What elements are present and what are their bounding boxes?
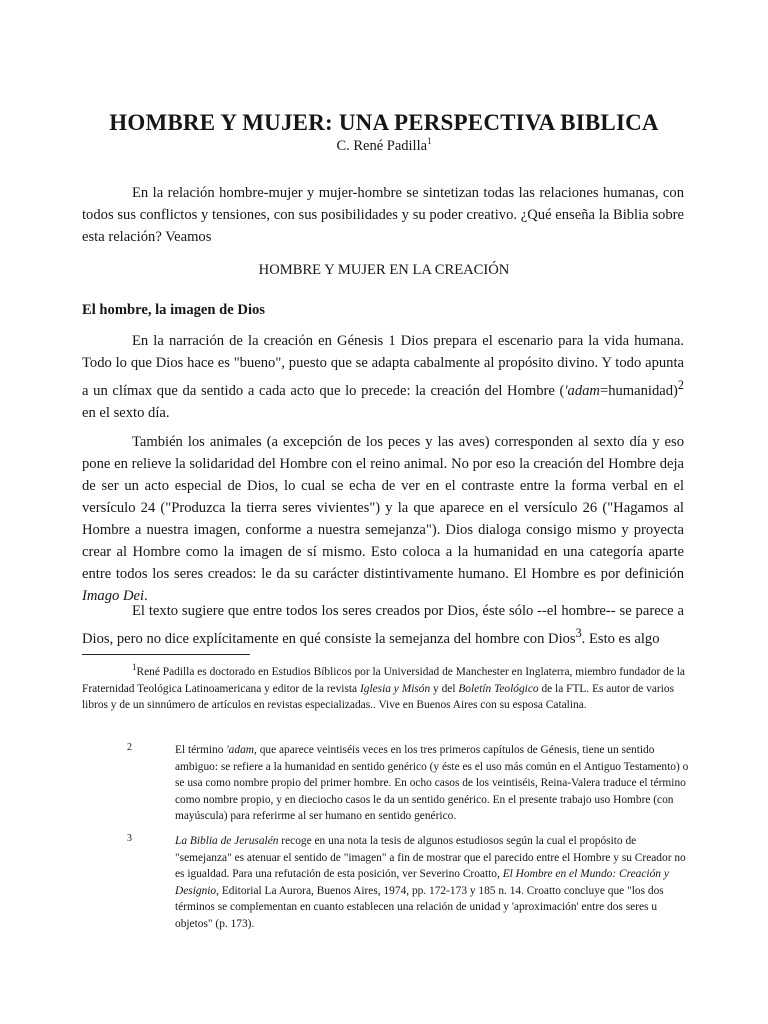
paragraph-animals: También los animales (a excepción de los peces y las aves) corresponden al sexto día y eso pone en relieve la solidaridad del Hombre con el reino animal. No por eso la creación del Hombre deja de ser un acto especial de Dios, lo cual se echa de ver en el contraste entre la forma verbal en el versículo 24 ("Produzca la tierra seres vivientes") y la que aparece en el versículo 26 ("Hagamos al Hombre a nuestra imagen, conforme a nuestra semejanza"). Dios dialoga consigo mismo y proyecta crear al Hombre como la imagen de sí mismo. Esto coloca a la humanidad en una categoría aparte entre todos los seres creados: le da su carácter distintivamente humano. El Hombre es por definición Imago Dei. bbox=[82, 434, 684, 604]
footnote-3-number: 3 bbox=[127, 833, 132, 844]
term-adam: 'adam bbox=[564, 382, 600, 399]
footnote-1: $^1$René Padilla es doctorado en Estudios Bíblicos por la Universidad de Manchester en Inglaterra, miembro fundador de la Fraternidad Teológica Latinoamericana y editor de la revista Iglesia y Misón y del Boletín Teológico de la FTL. Es autor de varios libros y de un sinnúmero de artículos en revistas especializadas.. Vive en Buenos Aires con su esposa Catalina. bbox=[82, 662, 685, 711]
footnote-separator bbox=[82, 654, 250, 655]
subsection-heading: El hombre, la imagen de Dios bbox=[82, 302, 265, 318]
footnote-3: La Biblia de Jerusalén recoge en una nota la tesis de algunos estudiosos según la cual el propósito de "semejanza" es atenuar el sentido de "imagen" a fin de mostrar que el parecido entre el Hombre y su Creador no es igualdad. Para una refutación de esta posición, ver Severino Croatto, El Hombre en el Mundo: Creación y Designio, Editorial La Aurora, Buenos Aires, 1974, pp. 172-173 y 185 n. 14. Croatto concluye que "los dos términos se complementan en cuanto establecen una relación de unidad y 'aproximación' entre dos seres u objetos" (p. 173). bbox=[175, 835, 686, 930]
author-footnote-ref: 1 bbox=[427, 136, 432, 147]
document-title: HOMBRE Y MUJER: UNA PERSPECTIVA BIBLICA bbox=[109, 110, 659, 135]
footnote-2-number: 2 bbox=[127, 742, 132, 753]
term-imago-dei: Imago Dei bbox=[82, 588, 145, 604]
footnote-1-number: 1 bbox=[132, 662, 137, 673]
paragraph-semejanza: El texto sugiere que entre todos los seres creados por Dios, éste sólo --el hombre-- se parece a Dios, pero no dice explícitamente en qué consiste la semejanza del hombre con Dios$^3$. Esto es algo bbox=[82, 603, 684, 647]
footnote-ref-3: 3 bbox=[575, 626, 582, 640]
paragraph-creation: En la narración de la creación en Génesis 1 Dios prepara el escenario para la vida humana. Todo lo que Dios hace es "bueno", puesto que se adapta cabalmente al propósito divino. Y todo apunta a un clímax que da sentido a cada acto que lo precede: la creación del Hombre ('adam=humanidad)$^2$ en el sexto día. bbox=[82, 333, 684, 421]
footnote-ref-2: 2 bbox=[677, 378, 684, 392]
footnote-2: El término 'adam, que aparece veintiséis veces en los tres primeros capítulos de Génesis, tiene un sentido ambiguo: se refiere a la humanidad en sentido genérico (y éste es el uso más común en el Antiguo Testamento) o se usa como nombre propio del primer hombre. En ocho casos de los veintiséis, Reina-Valera traduce el término como nombre propio, y en dieciocho casos le da un sentido genérico. En el presente trabajo uso Hombre (con mayúscula) para referirme al ser humano en sentido genérico. bbox=[175, 744, 689, 822]
author-name: C. René Padilla bbox=[336, 138, 428, 154]
intro-paragraph: En la relación hombre-mujer y mujer-hombre se sintetizan todas las relaciones humanas, con todos sus conflictos y tensiones, con sus posibilidades y su poder creativo. ¿Qué enseña la Biblia sobre esta relación? Veamos bbox=[82, 185, 684, 245]
section-heading: HOMBRE Y MUJER EN LA CREACIÓN bbox=[258, 262, 510, 278]
author-line bbox=[0, 138, 768, 155]
